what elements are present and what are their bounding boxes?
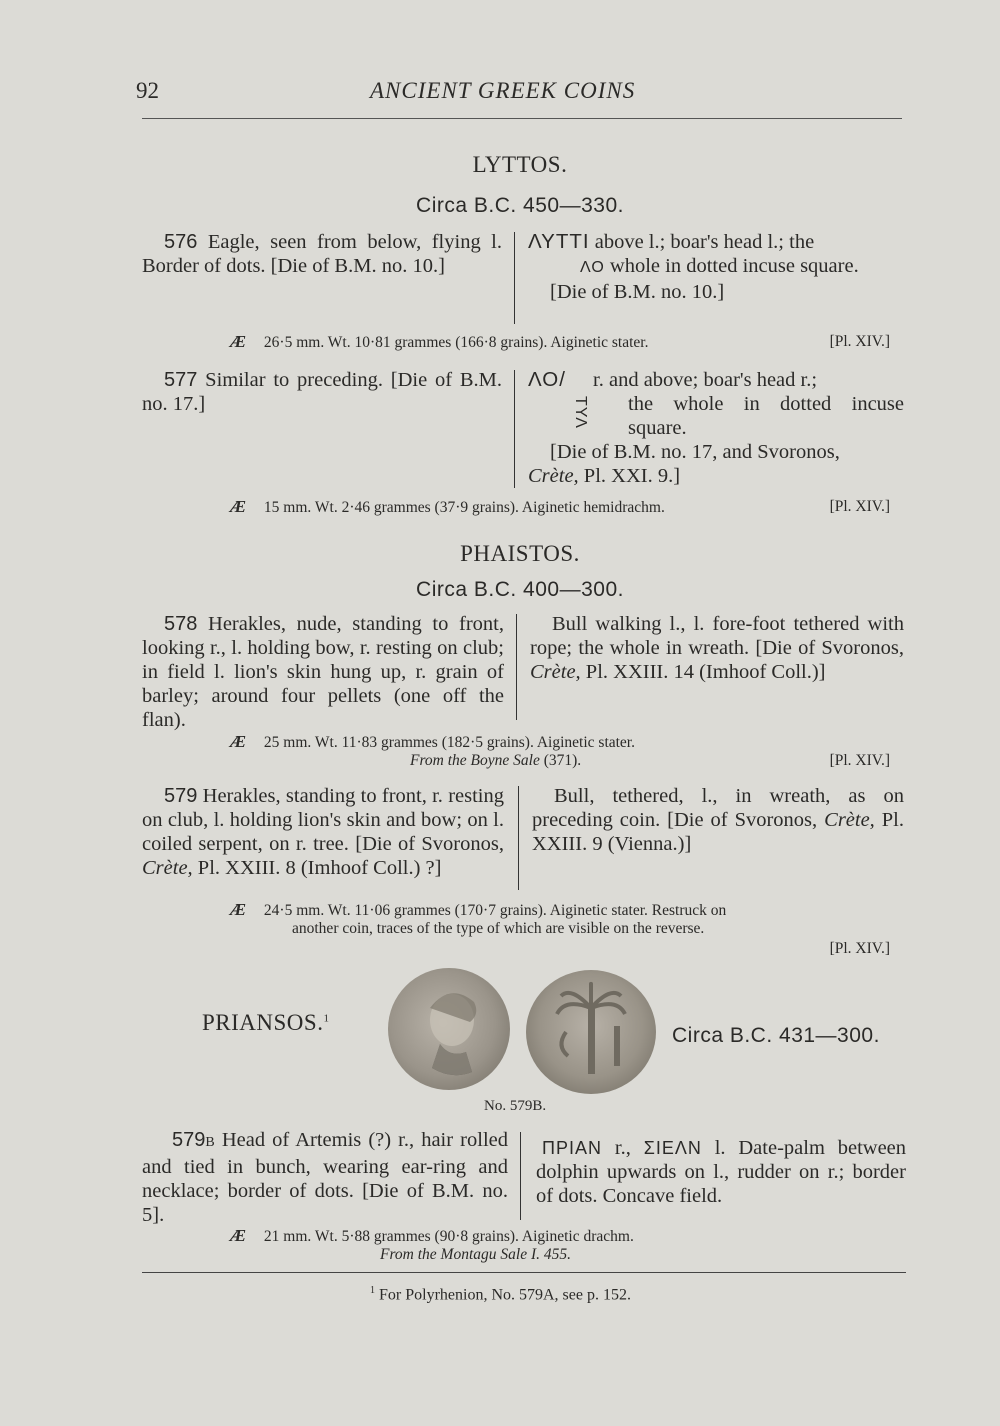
entry-577-reverse — [528, 368, 904, 488]
section-date-priansos: Circa B.C. 431—300. — [672, 1024, 880, 1047]
entry-576-reverse — [528, 230, 902, 304]
plate-ref: [Pl. XIV.] — [829, 333, 890, 350]
metal-symbol: Æ — [230, 497, 247, 516]
metrology: 24·5 mm. Wt. 11·06 grammes (170·7 grains). Aiginetic stater. Restruck on — [263, 902, 727, 919]
column-divider — [520, 1132, 521, 1220]
entry-576-obverse — [142, 230, 502, 278]
entry-578-obverse — [142, 612, 504, 732]
section-date-phaistos: Circa B.C. 400—300. — [416, 578, 624, 601]
metal-symbol: Æ — [230, 900, 247, 919]
reverse-text-2: the whole in dotted incuse square. — [628, 393, 904, 439]
entry-577-meta — [230, 497, 890, 517]
column-divider — [514, 370, 515, 488]
entry-579b-meta — [230, 1226, 890, 1246]
page-number: 92 — [136, 78, 159, 103]
section-title-phaistos: PHAISTOS. — [460, 541, 580, 566]
reverse-legend-2: ΛΟ — [580, 259, 605, 276]
plate-ref: [Pl. XIV.] — [829, 498, 890, 515]
reverse-legend: ΛΟ/ — [528, 368, 566, 391]
entry-579-reverse — [532, 784, 904, 856]
plate-ref: [Pl. XIV.] — [829, 752, 890, 769]
coin-579b-obverse-image — [388, 968, 510, 1090]
entry-579-obverse — [142, 784, 504, 880]
obverse-die-plate: Pl. XXIII. 8 (Imhoof Coll.) ?] — [197, 857, 442, 879]
entry-579-meta-2: another coin, traces of the type of which are visible on the reverse. — [292, 920, 705, 937]
section-date-lyttos: Circa B.C. 450—330. — [416, 194, 624, 217]
reverse-die-work: Crète, — [824, 809, 875, 831]
reverse-die-plate: Pl. XXIII. 9 (Vienna.)] — [532, 809, 905, 855]
provenance-lot: (371). — [543, 752, 582, 769]
obverse-text: Herakles, standing to front, r. resting on club, l. holding lion's skin and bow; on l. coiled serpent, on r. tree. [Die of Svoronos, — [142, 785, 505, 855]
entry-578-meta — [230, 732, 890, 752]
provenance-sale: From the Boyne Sale — [410, 752, 540, 769]
footnote — [370, 1285, 631, 1304]
entry-number: 577 — [164, 369, 198, 391]
section-name: PRIANSOS. — [202, 1010, 324, 1035]
reverse-die-plate: Pl. XXIII. 14 (Imhoof Coll.)] — [585, 661, 826, 683]
column-divider — [514, 232, 515, 324]
metrology: 21 mm. Wt. 5·88 grammes (90·8 grains). Aiginetic drachm. — [263, 1228, 634, 1245]
reverse-text-2: l. Date-palm between dolphin upwards on l., rudder on r.; border of dots. Concave field. — [536, 1137, 907, 1207]
metrology: 26·5 mm. Wt. 10·81 grammes (166·8 grains). Aiginetic stater. — [263, 334, 649, 351]
entry-579-meta — [230, 900, 906, 920]
entry-579b-reverse — [536, 1136, 906, 1208]
artemis-head-figure — [388, 968, 510, 1090]
obverse-die-work: Crète, — [142, 857, 193, 879]
entry-576-meta — [230, 332, 890, 352]
reverse-text: Bull walking l., l. fore-foot tethered with rope; the whole in wreath. [Die of Svoronos, — [530, 613, 904, 659]
reverse-legend: ΠΡΙΑΝ — [542, 1138, 603, 1158]
reverse-die: [Die of B.M. no. 10.] — [550, 281, 725, 303]
entry-578-reverse — [530, 612, 904, 684]
reverse-legend-2: ΣΙΕΛΝ — [643, 1138, 702, 1158]
reverse-die-work: Crète, — [530, 661, 581, 683]
reverse-die-plate: Pl. XXI. 9.] — [583, 465, 681, 487]
obverse-text: Herakles, nude, standing to front, looking r., l. holding bow, r. resting on club; in field l. lion's skin hung up, r. grain of barley; around four pellets (one off the flan). — [142, 613, 504, 731]
reverse-text: r. and above; boar's head r.; — [593, 369, 818, 391]
figure-caption: No. 579B. — [484, 1098, 547, 1114]
footnote-mark: 1 — [323, 1012, 330, 1025]
entry-number: 578 — [164, 613, 198, 635]
reverse-die-work: Crète, — [528, 465, 579, 487]
header-rule — [142, 118, 902, 119]
reverse-text: r., — [614, 1137, 631, 1159]
section-title-priansos — [202, 1010, 362, 1036]
running-title: ANCIENT GREEK COINS — [370, 78, 636, 103]
reverse-text: above l.; boar's head l.; the — [594, 231, 815, 253]
entry-579b-obverse — [142, 1128, 508, 1227]
metal-symbol: Æ — [230, 1226, 247, 1245]
footnote-text: For Polyrhenion, No. 579A, see p. 152. — [379, 1286, 631, 1304]
reverse-legend: ΛΥΤΤΙ — [528, 230, 590, 253]
obverse-text: Eagle, seen from below, flying l. Border of dots. [Die of B.M. no. 10.] — [142, 231, 503, 277]
obverse-text: Similar to preceding. [Die of B.M. no. 17.] — [142, 369, 503, 415]
date-palm-figure — [526, 970, 656, 1094]
reverse-die: [Die of B.M. no. 17, and Svoronos, — [550, 441, 840, 463]
entry-number: 579 — [172, 1129, 206, 1151]
metal-symbol: Æ — [230, 332, 247, 351]
entry-577-obverse — [142, 368, 502, 416]
metrology: 25 mm. Wt. 11·83 grammes (182·5 grains). Aiginetic stater. — [263, 734, 635, 751]
footnote-rule — [142, 1272, 906, 1273]
obverse-text: Head of Artemis (?) r., hair rolled and tied in bunch, wearing ear-ring and necklace; border of dots. [Die of B.M. no. 5]. — [142, 1129, 508, 1226]
column-divider — [518, 786, 519, 890]
entry-number: 579 — [164, 785, 198, 807]
entry-578-provenance — [410, 751, 890, 770]
reverse-legend-vertical: ΤΥΛ — [572, 396, 589, 429]
coin-579b-reverse-image — [526, 970, 656, 1094]
footnote-number: 1 — [370, 1285, 375, 1296]
reverse-text-2: whole in dotted incuse square. — [609, 255, 859, 277]
metal-symbol: Æ — [230, 732, 247, 751]
entry-number: 576 — [164, 231, 198, 253]
entry-suffix: B — [205, 1135, 215, 1150]
reverse-text: Bull, tethered, l., in wreath, as on preceding coin. [Die of Svoronos, — [532, 785, 904, 831]
entry-579-plate: [Pl. XIV.] — [829, 940, 890, 957]
section-title-lyttos: LYTTOS. — [472, 152, 568, 177]
entry-579b-provenance: From the Montagu Sale I. 455. — [380, 1246, 571, 1263]
column-divider — [516, 614, 517, 720]
metrology: 15 mm. Wt. 2·46 grammes (37·9 grains). Aiginetic hemidrachm. — [263, 499, 665, 516]
